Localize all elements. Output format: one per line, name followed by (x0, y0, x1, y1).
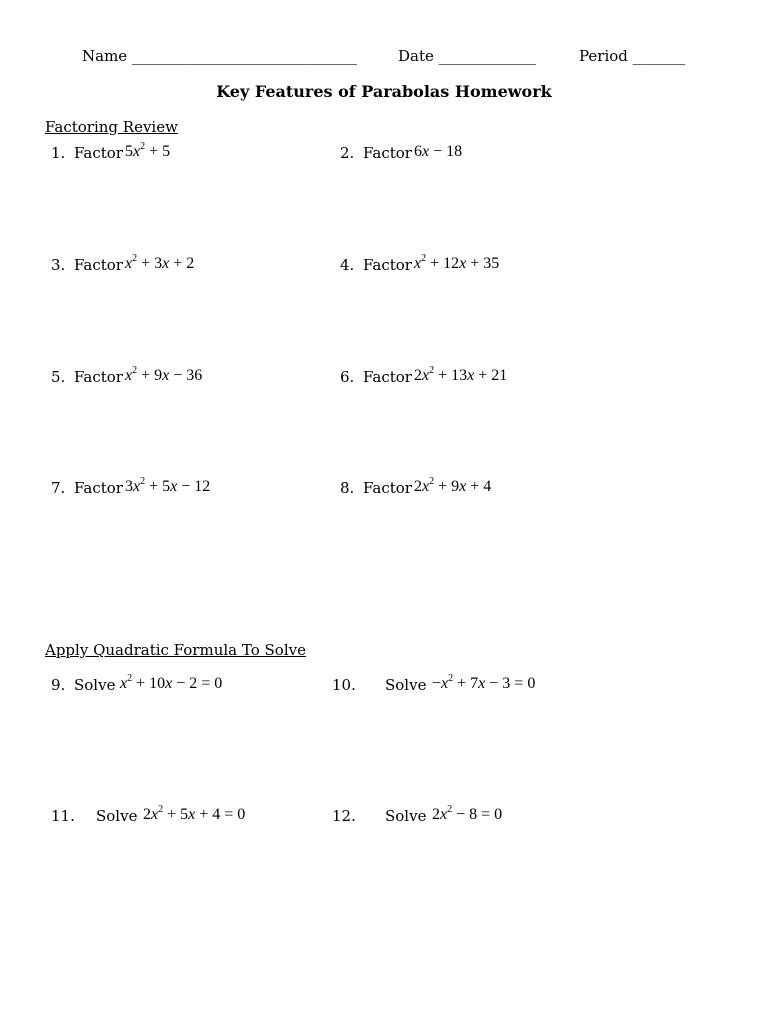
problem-expression: $2x^2 + 9x + 4$ (414, 476, 492, 495)
problem-expression: $2x^2 + 5x + 4 = 0$ (143, 804, 246, 823)
section-heading-quadratic: Apply Quadratic Formula To Solve (45, 641, 306, 659)
problem-expression: $-x^2 + 7x - 3 = 0$ (432, 673, 536, 692)
problem-expression: $3x^2 + 5x - 12$ (125, 476, 211, 495)
problem-number: 8. (340, 479, 355, 497)
problem-number: 3. (51, 256, 66, 274)
problem-expression: 6x − 18 (414, 143, 463, 160)
problem-number: 4. (340, 256, 355, 274)
problem-instruction: Factor (74, 256, 123, 274)
section-heading-factoring: Factoring Review (45, 118, 178, 136)
problem-number: 12. (332, 807, 356, 825)
page-title: Key Features of Parabolas Homework (216, 82, 552, 101)
problem-expression: $x^2 + 10x - 2 = 0$ (120, 673, 223, 692)
problem-expression: $x^2 + 3x + 2$ (125, 253, 195, 272)
problem-instruction: Solve (385, 676, 427, 694)
problem-number: 9. (51, 676, 66, 694)
problem-instruction: Factor (363, 256, 412, 274)
problem-number: 5. (51, 368, 66, 386)
problem-instruction: Solve (96, 807, 138, 825)
problem-number: 11. (51, 807, 75, 825)
date-field-label: Date _____________ (398, 47, 537, 65)
name-field-label: Name ______________________________ (82, 47, 357, 65)
problem-instruction: Solve (74, 676, 116, 694)
problem-number: 1. (51, 144, 66, 162)
problem-instruction: Factor (74, 368, 123, 386)
problem-instruction: Factor (74, 479, 123, 497)
problem-instruction: Solve (385, 807, 427, 825)
problem-instruction: Factor (363, 479, 412, 497)
problem-number: 2. (340, 144, 355, 162)
problem-instruction: Factor (363, 144, 412, 162)
problem-number: 7. (51, 479, 66, 497)
problem-expression: $x^2 + 9x - 36$ (125, 365, 203, 384)
period-field-label: Period _______ (579, 47, 686, 65)
problem-expression: $2x^2 + 13x + 21$ (414, 365, 508, 384)
problem-expression: $5x^2 + 5$ (125, 141, 171, 160)
problem-expression: $2x^2 - 8 = 0$ (432, 804, 503, 823)
problem-instruction: Factor (363, 368, 412, 386)
problem-instruction: Factor (74, 144, 123, 162)
problem-expression: $x^2 + 12x + 35$ (414, 253, 500, 272)
problem-number: 6. (340, 368, 355, 386)
problem-number: 10. (332, 676, 356, 694)
